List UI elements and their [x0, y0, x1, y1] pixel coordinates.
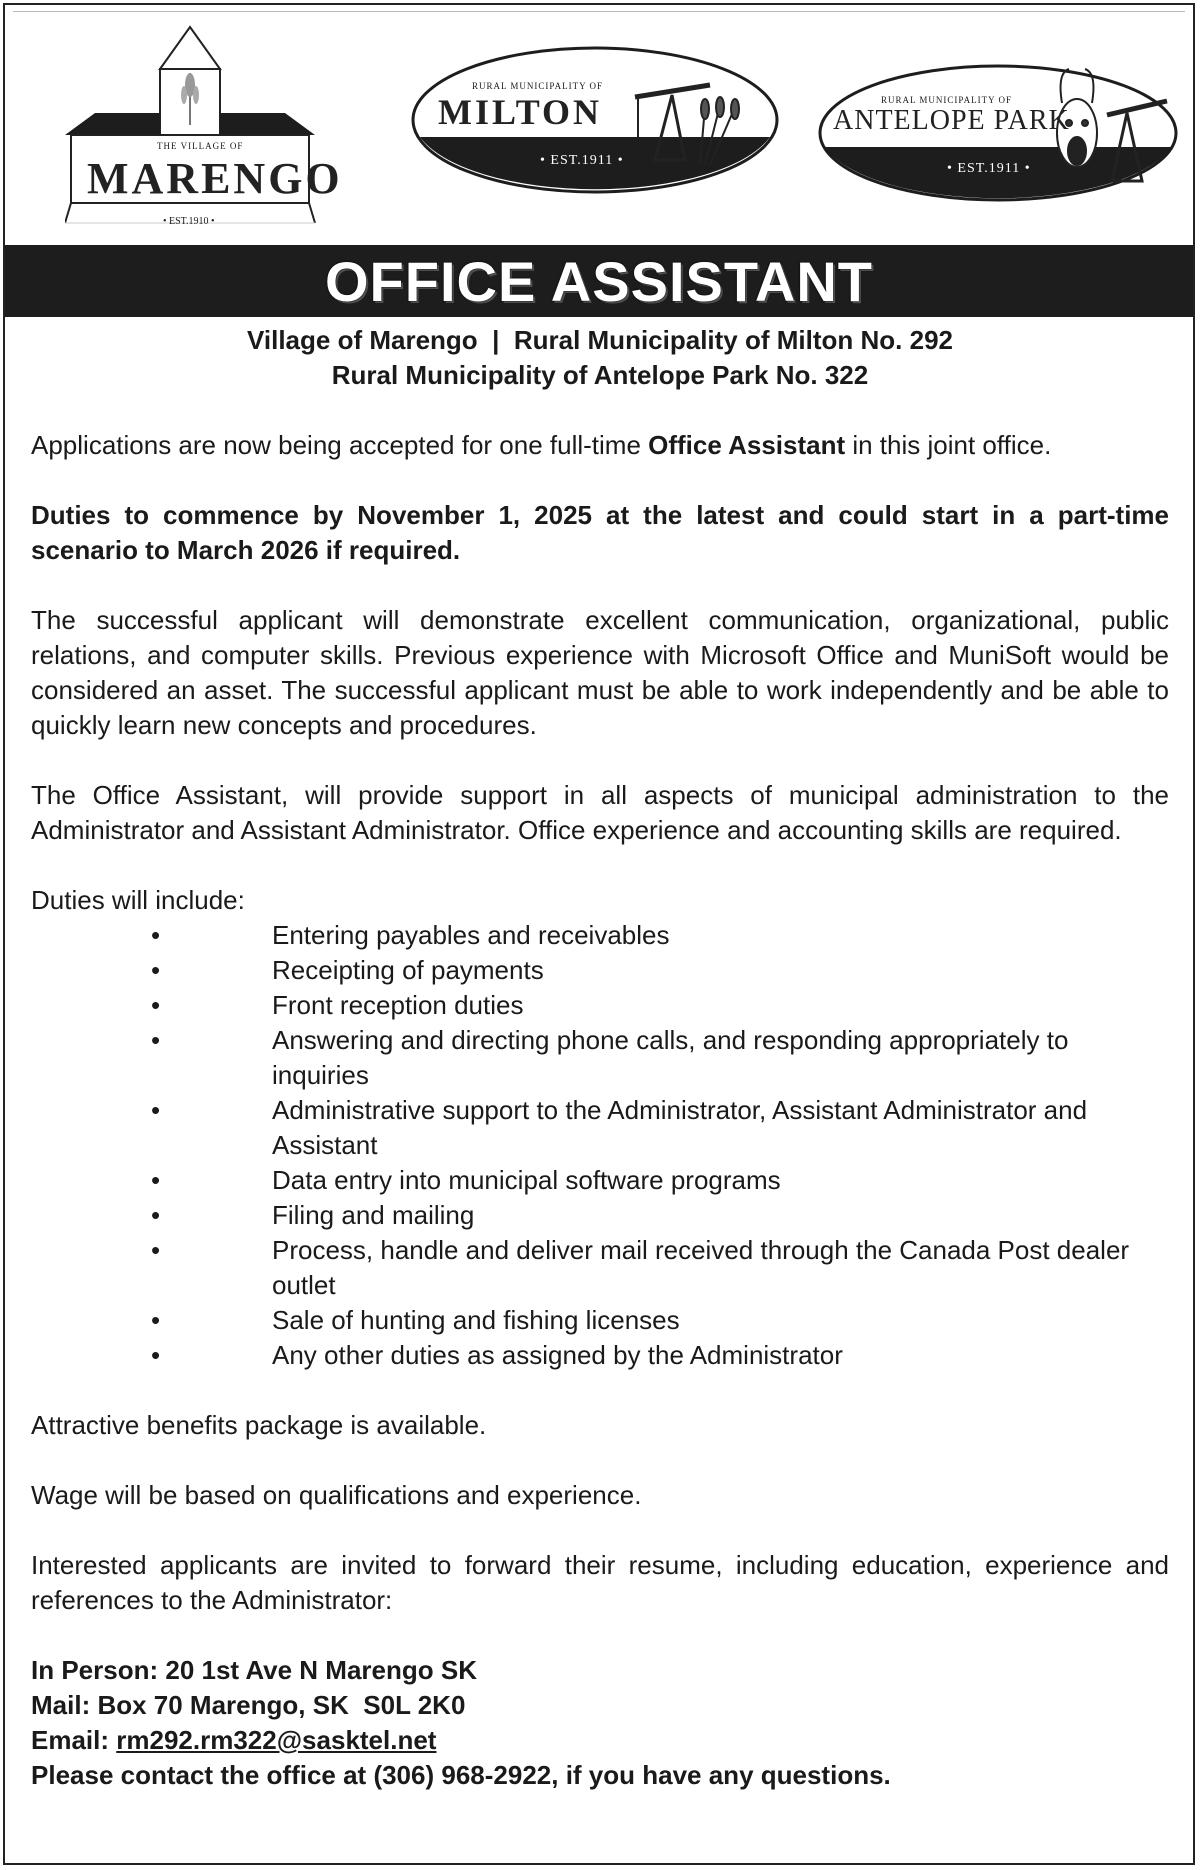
list-item [31, 988, 1169, 1023]
milton-name: MILTON [438, 92, 603, 132]
subheading-line-1: Village of Marengo | Rural Municipality of Milton No. 292 [247, 325, 953, 355]
duty-text: Answering and directing phone calls, and responding appropriately to inquiries [272, 1025, 1069, 1090]
email-label: Email: [31, 1725, 117, 1755]
bullet-icon: • [151, 1305, 161, 1335]
duty-text: Front reception duties [272, 990, 524, 1020]
skills-paragraph: The successful applicant will demonstrate excellent communication, organizational, public relations, and computer skills. Previous experience with Microsoft Office and MuniSoft would be considered an asset. The successful applicant must be able to work independently and be able to quickly learn new concepts and procedures. [31, 605, 1169, 740]
commence-text: Duties to commence by November 1, 2025 at the latest and could start in a part-time scenario to March 2026 if required. [31, 500, 1169, 565]
apply-paragraph: Interested applicants are invited to forward their resume, including education, experience and references to the Administrator: [31, 1550, 1169, 1615]
contact-mail [31, 1688, 1169, 1723]
antelope-number: No.322 [1029, 138, 1053, 147]
support-paragraph: The Office Assistant, will provide support in all aspects of municipal administration to the Administrator and Assistant Administrator. Office experience and accounting skills are required. [31, 780, 1169, 845]
bullet-icon: • [151, 1165, 161, 1195]
list-item [31, 1338, 1169, 1373]
marengo-logo [65, 23, 375, 243]
marengo-small-label: THE VILLAGE OF [157, 141, 244, 151]
milton-logo [410, 45, 780, 195]
bullet-icon: • [151, 1200, 161, 1230]
duties-list [31, 918, 1169, 1373]
bullet-icon: • [151, 1095, 161, 1125]
milton-est: • EST.1911 • [540, 153, 624, 168]
milton-small-label: RURAL MUNICIPALITY OF [472, 81, 604, 91]
subheading-line-2: Rural Municipality of Antelope Park No. 322 [331, 360, 869, 390]
duty-text: Any other duties as assigned by the Administrator [272, 1340, 843, 1370]
bullet-icon: • [151, 920, 161, 950]
intro-paragraph [31, 428, 1169, 463]
intro-position: Office Assistant [648, 430, 846, 460]
bullet-icon: • [151, 1340, 161, 1370]
list-item [31, 1233, 1169, 1303]
benefits-paragraph: Attractive benefits package is available. [31, 1410, 487, 1440]
bullet-icon: • [151, 1235, 161, 1265]
posting-body [31, 323, 1169, 1793]
antelope-park-logo [817, 63, 1179, 203]
duty-text: Sale of hunting and fishing licenses [272, 1305, 680, 1335]
commence-paragraph [31, 498, 1169, 568]
wage-paragraph: Wage will be based on qualifications and experience. [31, 1480, 642, 1510]
duties-heading: Duties will include: [31, 885, 245, 915]
top-rule [13, 11, 1185, 12]
list-item [31, 1303, 1169, 1338]
bullet-icon: • [151, 990, 161, 1020]
duty-text: Administrative support to the Administrator, Assistant Administrator and Assistant [272, 1095, 1088, 1160]
page-title: OFFICE ASSISTANT [325, 250, 873, 313]
email-link[interactable]: rm292.rm322@sasktel.net [116, 1725, 437, 1755]
mail-text: Mail: Box 70 Marengo, SK S0L 2K0 [31, 1690, 466, 1720]
contact-in-person [31, 1653, 1169, 1688]
list-item [31, 1198, 1169, 1233]
list-item [31, 953, 1169, 988]
antelope-small-label: RURAL MUNICIPALITY OF [881, 95, 1013, 105]
list-item [31, 1163, 1169, 1198]
contact-phone [31, 1758, 1169, 1793]
duty-text: Receipting of payments [272, 955, 544, 985]
antelope-name: ANTELOPE PARK [833, 105, 1070, 136]
list-item [31, 918, 1169, 953]
list-item [31, 1093, 1169, 1163]
intro-text-before: Applications are now being accepted for one full-time [31, 430, 649, 460]
milton-number: No.292 [610, 129, 637, 139]
title-banner [5, 245, 1193, 317]
marengo-name: MARENGO [87, 154, 343, 203]
duty-text: Process, handle and deliver mail received through the Canada Post dealer outlet [272, 1235, 1130, 1300]
list-item [31, 1023, 1169, 1093]
duty-text: Filing and mailing [272, 1200, 475, 1230]
contact-email [31, 1723, 1169, 1758]
marengo-est: • EST.1910 • [163, 216, 215, 227]
duty-text: Data entry into municipal software programs [272, 1165, 781, 1195]
bullet-icon: • [151, 955, 161, 985]
duty-text: Entering payables and receivables [272, 920, 670, 950]
intro-text-after: in this joint office. [845, 430, 1052, 460]
job-posting [3, 3, 1195, 1865]
antelope-est: • EST.1911 • [947, 161, 1031, 176]
in-person-text: In Person: 20 1st Ave N Marengo SK [31, 1655, 477, 1685]
phone-text: Please contact the office at (306) 968-2922, if you have any questions. [31, 1760, 891, 1790]
bullet-icon: • [151, 1025, 161, 1055]
marengo-building-icon [65, 23, 375, 243]
